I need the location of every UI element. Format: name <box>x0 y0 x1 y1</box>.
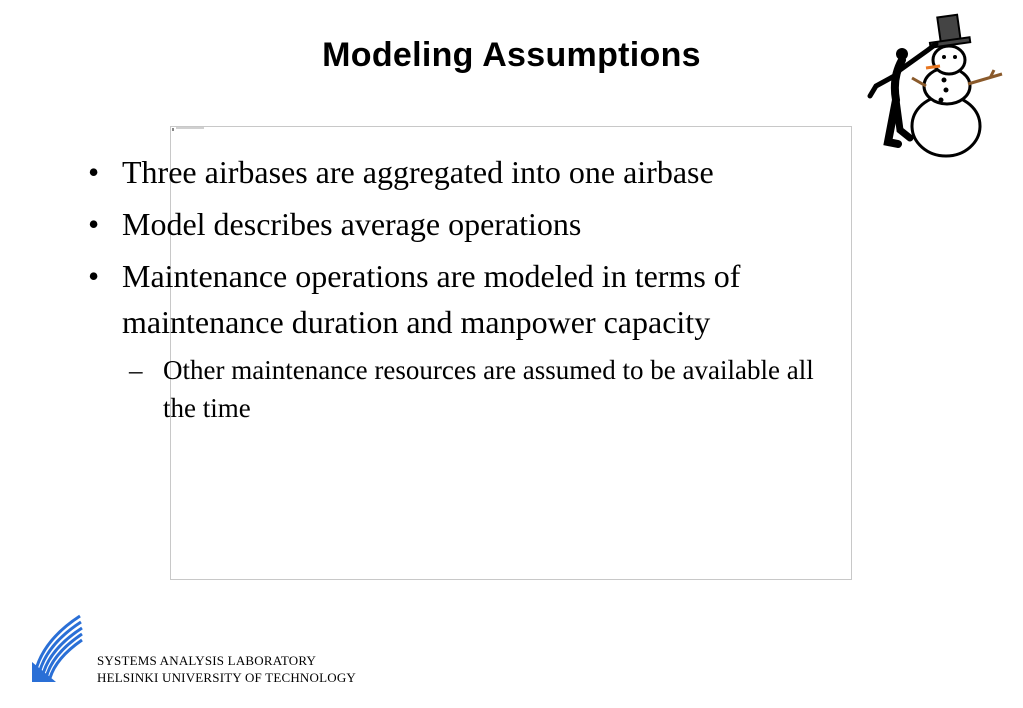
bullet-item <box>88 253 741 299</box>
bullet-text-continuation <box>122 299 710 345</box>
bullet-text: maintenance duration and manpower capacity <box>122 304 711 340</box>
hut-logo-icon <box>30 612 84 684</box>
bullet-item <box>88 201 582 247</box>
footer-line-1: SYSTEMS ANALYSIS LABORATORY <box>97 653 317 668</box>
frame-tiny-caption <box>176 127 204 129</box>
sub-bullet-text: Other maintenance resources are assumed to be available all <box>163 355 814 385</box>
snowman-clipart-icon <box>862 12 1012 164</box>
bullet-text: Three airbases are aggregated into one airbase <box>122 154 714 190</box>
footer <box>97 652 356 686</box>
slide-title: Modeling Assumptions <box>322 36 701 74</box>
sub-bullet-continuation <box>163 389 251 427</box>
bullet-text: Maintenance operations are modeled in terms of <box>122 258 741 294</box>
bullet-text: Model describes average operations <box>122 206 582 242</box>
sub-bullet-marker: – <box>129 355 143 385</box>
frame-corner-mark <box>172 128 174 131</box>
footer-line-2: HELSINKI UNIVERSITY OF TECHNOLOGY <box>97 670 357 685</box>
bullet-item <box>88 149 714 195</box>
bullet-marker: • <box>88 206 100 242</box>
bullet-marker: • <box>88 154 100 190</box>
bullet-marker: • <box>88 258 100 294</box>
sub-bullet-text: the time <box>163 393 251 423</box>
sub-bullet-item <box>129 351 814 389</box>
